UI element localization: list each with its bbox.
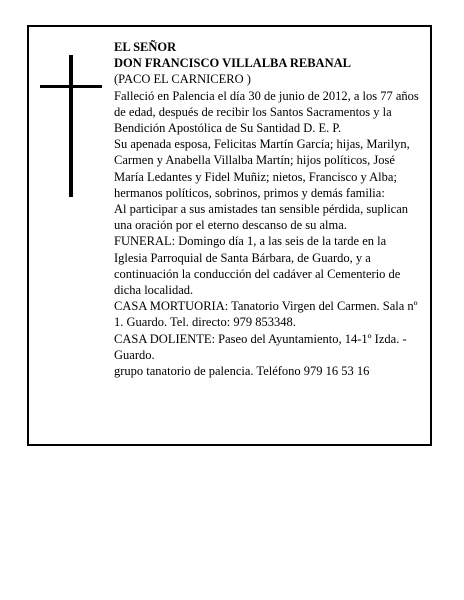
prayer-request: Al participar a sus amistades tan sensible pérdida, suplican una oración por el eterno descanso de su alma. xyxy=(114,202,409,233)
deceased-title: EL SEÑOR xyxy=(114,40,177,54)
obituary-notice xyxy=(27,25,432,446)
deceased-nickname: (PACO EL CARNICERO ) xyxy=(114,72,251,87)
casa-mortuoria: CASA MORTUORIA: Tanatorio Virgen del Carmen. Sala nº 1. Guardo. Tel. directo: 979 853348. xyxy=(114,299,418,330)
cross-icon-bar xyxy=(40,85,102,88)
obituary-text xyxy=(114,39,422,379)
deceased-name: DON FRANCISCO VILLALBA REBANAL xyxy=(114,56,351,71)
death-details: Falleció en Palencia el día 30 de junio de 2012, a los 77 años de edad, después de recibir los Santos Sacramentos y la Bendición Apostólica de Su Santidad D. E. P. xyxy=(114,88,419,136)
cross-icon xyxy=(69,55,73,197)
funeral-info: FUNERAL: Domingo día 1, a las seis de la tarde en la Iglesia Parroquial de Santa Bárbara, de Guardo, y a continuación la conducción del cadáver al Cementerio de dicha localidad. xyxy=(114,234,401,298)
funeral-home-contact: grupo tanatorio de palencia. Teléfono 979 16 53 16 xyxy=(114,364,370,379)
family-list: Su apenada esposa, Felicitas Martín García; hijas, Marilyn, Carmen y Anabella Villalba Martín; hijos políticos, José María Ledantes y Fidel Muñiz; nietos, Francisco y Alba; hermanos políticos, sobrinos, primos y demás familia: xyxy=(114,137,410,200)
casa-doliente: CASA DOLIENTE: Paseo del Ayuntamiento, 14-1º Izda. - Guardo. xyxy=(114,331,407,362)
